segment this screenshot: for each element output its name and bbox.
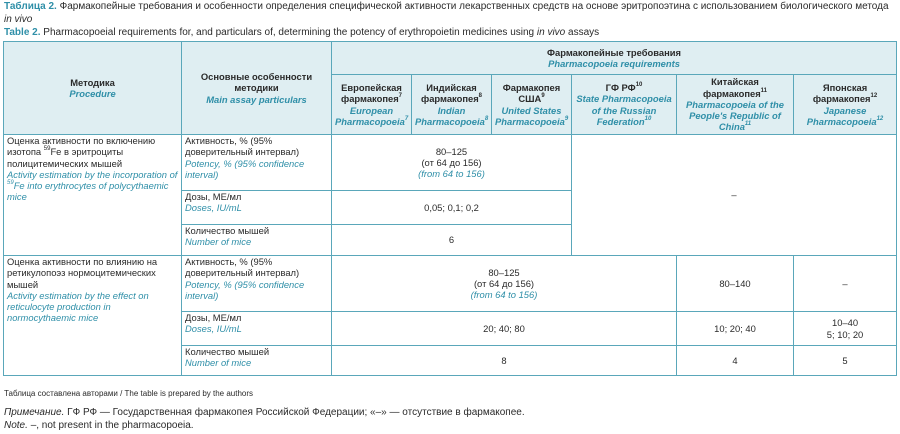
method2-doses-value: 20; 40; 80 [332,312,677,346]
header-particulars: Основные особенности методики Main assay particulars [182,42,332,135]
method1-potency-value: 80–125 (от 64 до 156) (from 64 to 156) [332,135,572,191]
caption-en [4,27,599,40]
caption-en-invivo: in vivo [536,27,566,38]
method2-potency-label: Активность, % (95% доверительный интервал) Potency, % (95% confidence interval) [182,256,332,312]
method1-potency-label: Активность, % (95% доверительный интервал) Potency, % (95% confidence interval) [182,135,332,191]
method2-procedure: Оценка активности по влиянию на ретикулопоэз нормоцитемических мышей Activity estimation by the effect on reticulocyte production in normocythaemic mice [4,256,182,376]
caption-en-text: Pharmacopoeial requirements for, and particulars of, determining the potency of erythropoietin medicines using [43,27,535,38]
method2-mice-china: 4 [677,346,794,376]
header-procedure: Методика Procedure [4,42,182,135]
table-source: Таблица составлена авторами / The table is prepared by the authors [4,389,254,398]
caption-en-label: Table 2. [4,27,41,38]
caption-ru-invivo: in vivo [4,13,33,25]
method1-doses-value: 0,05; 0,1; 0,2 [332,191,572,225]
note-ru: Примечание. ГФ РФ — Государственная фармакопея Российской Федерации; «–» — отсутствие в фармакопее. [4,407,525,418]
header-ph-europe: Европейская фармакопея$^7$ European Pharmacopoeia$^7$ [332,75,412,135]
header-requirements: Фармакопейные требования Pharmacopoeia requirements [332,42,897,75]
method1-doses-label: Дозы, МЕ/мл Doses, IU/mL [182,191,332,225]
caption-en-tail: assays [568,27,600,38]
method2-doses-japan: 10–40 5; 10; 20 [794,312,897,346]
caption-ru-text: Фармакопейные требования и особенности определения специфической активности лекарственных средств на основе эритропоэтина с использованием биологического метода [59,1,889,12]
requirements-table [3,41,897,376]
method2-potency-china: 80–140 [677,256,794,312]
method1-not-present: – [572,135,897,256]
header-ph-japan: Японская фармакопея$^{12}$ Japanese Pharmacopoeia$^{12}$ [794,75,897,135]
header-ph-india: Индийская фармакопея$^8$ Indian Pharmacopoeia$^8$ [412,75,492,135]
method1-mice-value: 6 [332,225,572,256]
method1-mice-label: Количество мышей Number of mice [182,225,332,256]
note-en: Note. –, not present in the pharmacopoeia. [4,420,194,431]
method2-doses-label: Дозы, МЕ/мл Doses, IU/mL [182,312,332,346]
method2-potency-value: 80–125 (от 64 до 156) (from 64 to 156) [332,256,677,312]
method2-doses-china: 10; 20; 40 [677,312,794,346]
header-ph-usa: Фармакопея США$^9$ United States Pharmacopoeia$^9$ [492,75,572,135]
method2-mice-label: Количество мышей Number of mice [182,346,332,376]
method2-potency-japan: – [794,256,897,312]
header-ph-china: Китайская фармакопея$^{11}$ Pharmacopoeia of the People's Republic of China$^{11}$ [677,75,794,135]
caption-ru [4,1,894,26]
caption-ru-label: Таблица 2. [4,1,57,12]
method2-mice-value: 8 [332,346,677,376]
method2-mice-japan: 5 [794,346,897,376]
header-ph-russia: ГФ РФ$^{10}$ State Pharmacopoeia of the Russian Federation$^{10}$ [572,75,677,135]
method1-procedure: Оценка активности по включению изотопа $^{59}$Fe в эритроциты полицитемических мышей Activity estimation by the incorporation of $^{59}$Fe into erythrocytes of polycythaemic mice [4,135,182,256]
